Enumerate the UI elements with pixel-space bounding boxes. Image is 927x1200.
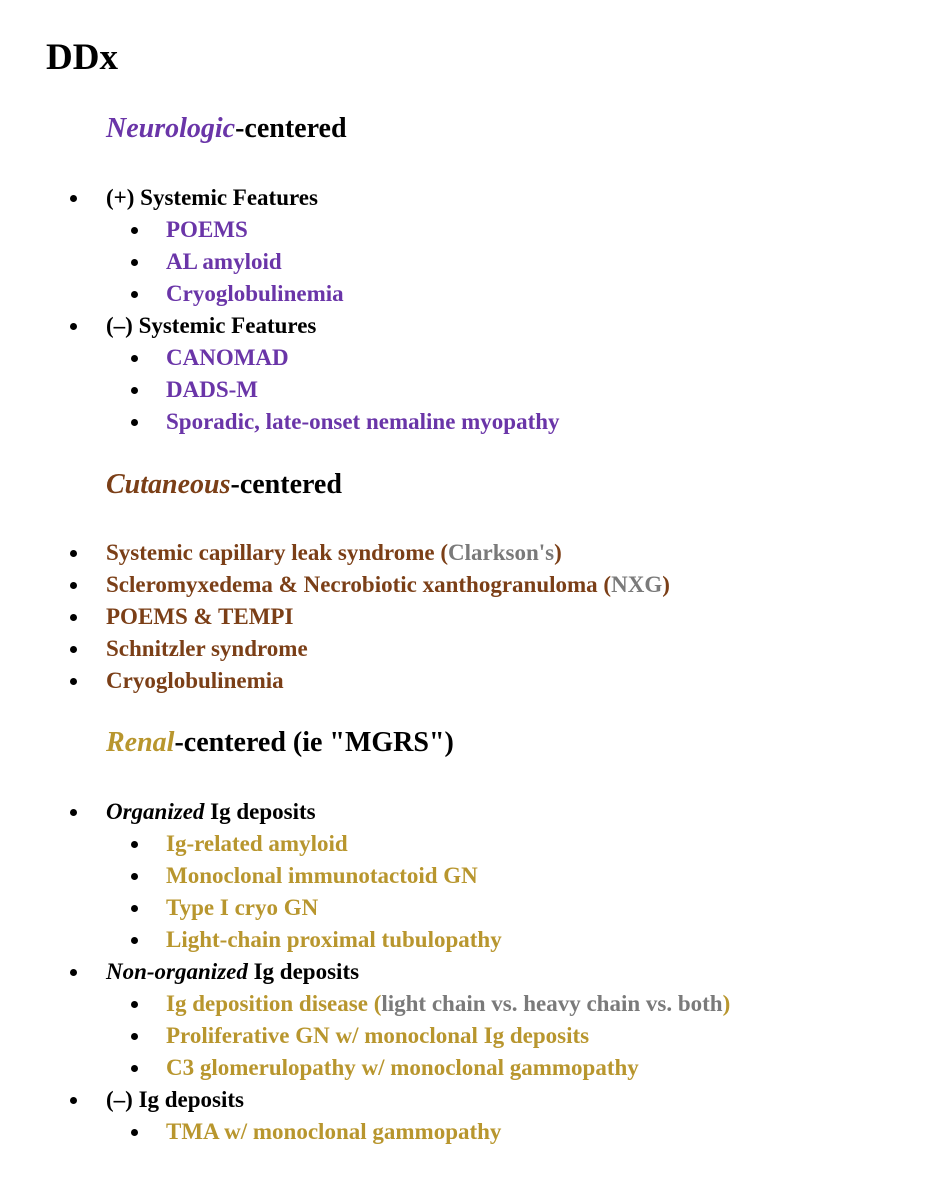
list-item xyxy=(0,1084,730,1116)
list-item xyxy=(0,796,730,828)
list-item xyxy=(0,860,730,892)
item-note: light chain vs. heavy chain vs. both xyxy=(381,991,723,1016)
item-main: C3 glomerulopathy w/ monoclonal gammopathy xyxy=(166,1055,639,1080)
list-item xyxy=(0,1020,730,1052)
list-item: Ig deposition disease (light chain vs. heavy chain vs. both) xyxy=(0,988,730,1020)
item-main: AL amyloid xyxy=(166,249,282,274)
renal-keyword: Renal xyxy=(106,727,175,758)
renal-heading xyxy=(106,726,454,760)
item-main: Monoclonal immunotactoid GN xyxy=(166,863,478,888)
item-main: Ig deposition disease xyxy=(166,991,368,1016)
item-lead-italic: Non-organized xyxy=(106,959,248,984)
neurologic-heading-suffix: -centered xyxy=(235,113,347,144)
list-item: Scleromyxedema & Necrobiotic xanthogranuloma (NXG) xyxy=(0,569,670,601)
document-title: DDx xyxy=(46,37,118,78)
renal-list xyxy=(0,796,730,1148)
list-item xyxy=(0,892,730,924)
neurologic-list xyxy=(0,182,560,438)
list-item xyxy=(0,310,560,342)
item-main: Light-chain proximal tubulopathy xyxy=(166,927,502,952)
list-item xyxy=(0,1052,730,1084)
item-main: Proliferative GN w/ monoclonal Ig deposits xyxy=(166,1023,590,1048)
list-item xyxy=(0,246,560,278)
cutaneous-heading-suffix: -centered xyxy=(230,469,342,500)
item-note: NXG xyxy=(611,572,663,597)
item-main: DADS-M xyxy=(166,377,258,402)
item-main: POEMS xyxy=(166,217,248,242)
item-lead: (–) Systemic Features xyxy=(106,313,317,338)
item-main: Cryoglobulinemia xyxy=(106,668,284,693)
list-item xyxy=(0,374,560,406)
list-item: Systemic capillary leak syndrome (Clarkson's) xyxy=(0,537,670,569)
item-main: Type I cryo GN xyxy=(166,895,319,920)
item-main: Schnitzler syndrome xyxy=(106,636,308,661)
item-note: Clarkson's xyxy=(448,540,555,565)
item-main: TMA w/ monoclonal gammopathy xyxy=(166,1119,502,1144)
item-main: Scleromyxedema & Necrobiotic xanthogranuloma xyxy=(106,572,598,597)
list-item xyxy=(0,342,560,374)
cutaneous-heading xyxy=(106,468,342,502)
list-item xyxy=(0,633,670,665)
list-item xyxy=(0,665,670,697)
item-main: Ig-related amyloid xyxy=(166,831,348,856)
item-lead: Ig deposits xyxy=(247,959,360,984)
item-lead: Ig deposits xyxy=(204,799,316,824)
neurologic-keyword: Neurologic xyxy=(106,113,236,144)
renal-heading-suffix: -centered (ie "MGRS") xyxy=(174,727,454,758)
cutaneous-list xyxy=(0,537,670,697)
item-lead-italic: Organized xyxy=(106,799,205,824)
item-main: Sporadic, late-onset nemaline myopathy xyxy=(166,409,560,434)
list-item xyxy=(0,1116,730,1148)
item-lead: (–) Ig deposits xyxy=(106,1087,245,1112)
list-item xyxy=(0,828,730,860)
list-item xyxy=(0,924,730,956)
neurologic-heading xyxy=(106,112,347,146)
item-main: CANOMAD xyxy=(166,345,289,370)
item-lead: (+) Systemic Features xyxy=(106,185,318,210)
list-item xyxy=(0,601,670,633)
list-item xyxy=(0,278,560,310)
list-item xyxy=(0,406,560,438)
cutaneous-keyword: Cutaneous xyxy=(106,469,231,500)
item-main: Systemic capillary leak syndrome xyxy=(106,540,435,565)
list-item xyxy=(0,214,560,246)
item-main: Cryoglobulinemia xyxy=(166,281,344,306)
item-main: POEMS & TEMPI xyxy=(106,604,294,629)
list-item xyxy=(0,956,730,988)
list-item xyxy=(0,182,560,214)
